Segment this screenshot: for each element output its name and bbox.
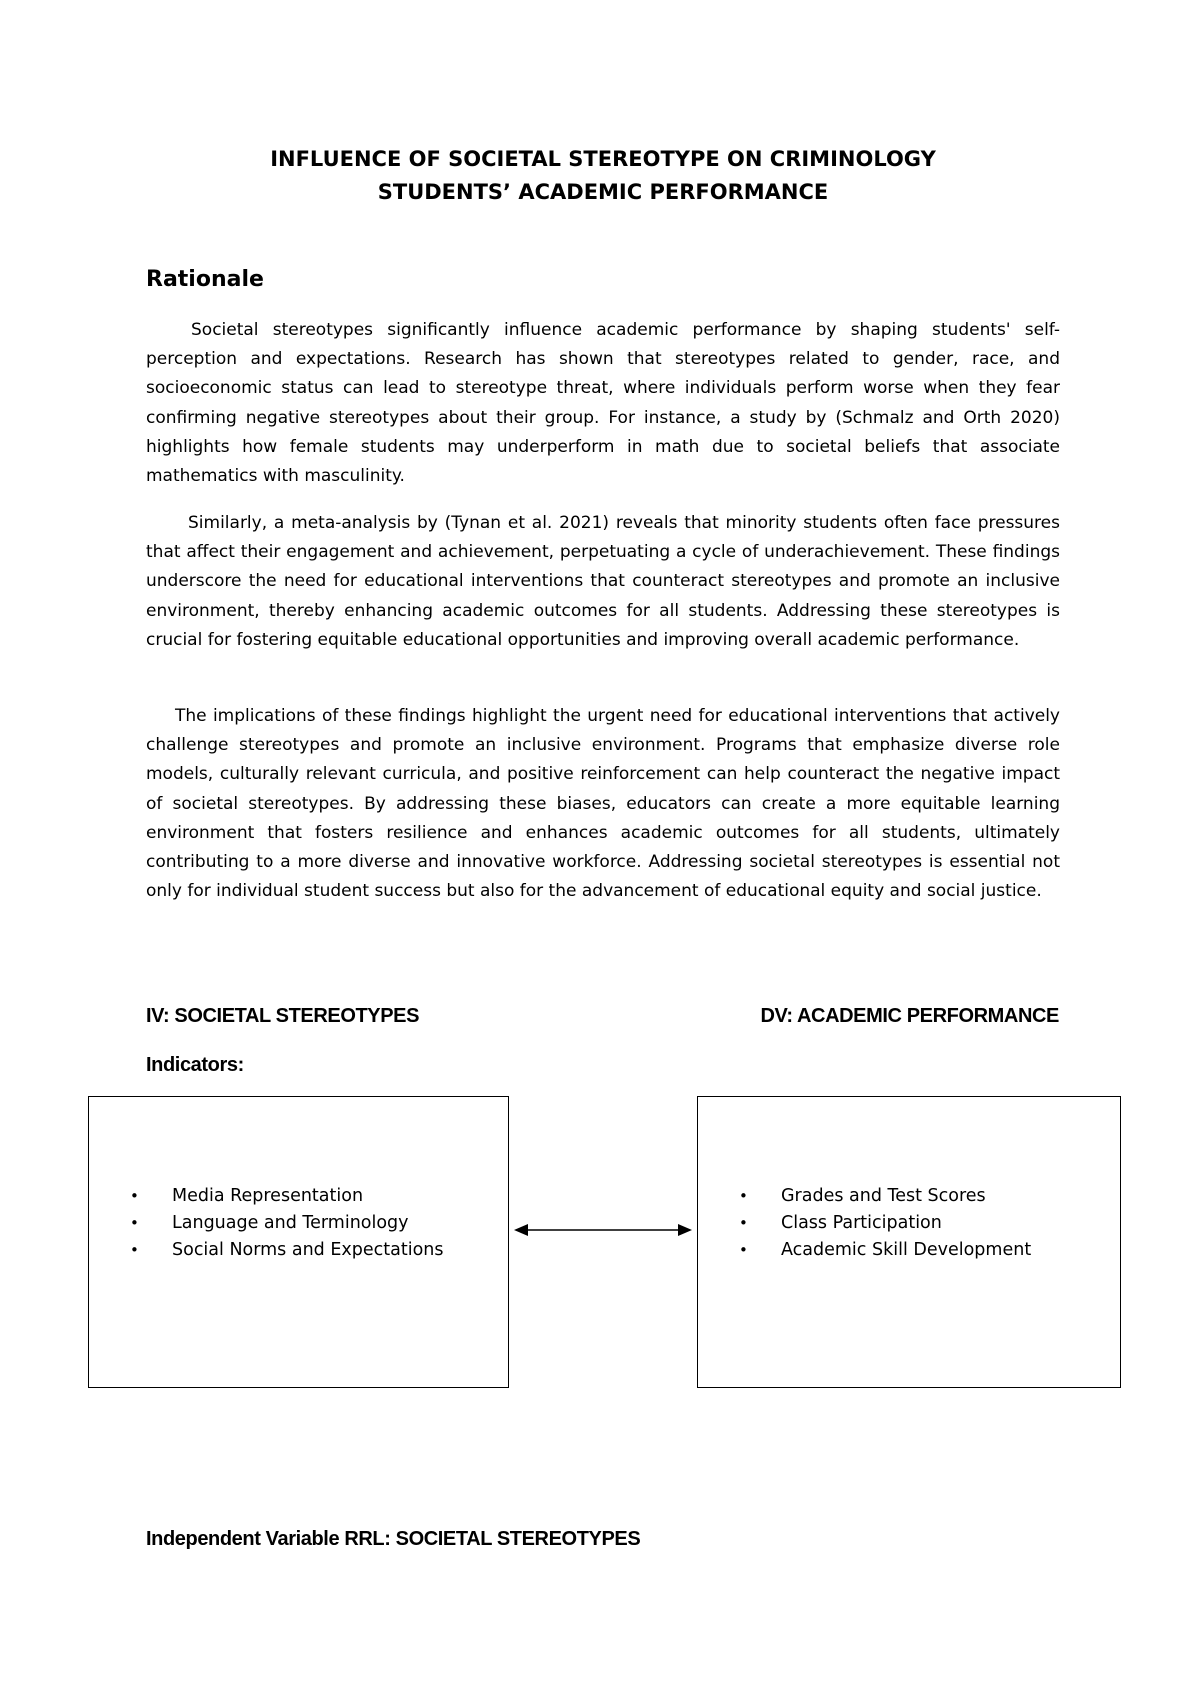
bullet-icon: • (739, 1187, 748, 1205)
indicator-text: Language and Terminology (172, 1213, 409, 1233)
document-title (145, 143, 1061, 209)
list-item (89, 1237, 508, 1264)
indicators-label: Indicators: (146, 1054, 244, 1076)
rationale-paragraph-1: Societal stereotypes significantly influence academic performance by shaping students' self-perception and expectations. Research has shown that stereotypes related to gender, race, and socioeconomic status can lead to stereotype threat, where individuals perform worse when they fear confirming negative stereotypes about their group. For instance, a study by (Schmalz and Orth 2020) highlights how female students may underperform in math due to societal beliefs that associate mathematics with masculinity. (146, 320, 1060, 487)
list-item (698, 1210, 1120, 1237)
section-heading-rationale: Rationale (146, 267, 264, 292)
double-arrow-icon (514, 1220, 692, 1240)
iv-indicator-list (89, 1183, 508, 1264)
title-line-1: INFLUENCE OF SOCIETAL STEREOTYPE ON CRIMINOLOGY (270, 147, 936, 171)
indicator-text: Social Norms and Expectations (172, 1240, 444, 1260)
iv-indicator-box (88, 1096, 509, 1388)
list-item (698, 1237, 1120, 1264)
bullet-icon: • (130, 1241, 139, 1259)
bullet-icon: • (739, 1214, 748, 1232)
list-item (89, 1183, 508, 1210)
rationale-paragraph-3: The implications of these findings highlight the urgent need for educational interventions that actively challenge stereotypes and promote an inclusive environment. Programs that emphasize diverse role models, culturally relevant curricula, and positive reinforcement can help counteract the negative impact of societal stereotypes. By addressing these biases, educators can create a more equitable learning environment that fosters resilience and enhances academic outcomes for all students, ultimately contributing to a more diverse and innovative workforce. Addressing societal stereotypes is essential not only for individual student success but also for the advancement of educational equity and social justice. (146, 706, 1060, 902)
indicator-text: Media Representation (172, 1186, 364, 1206)
list-item (698, 1183, 1120, 1210)
rationale-paragraph-2: Similarly, a meta-analysis by (Tynan et al. 2021) reveals that minority students often face pressures that affect their engagement and achievement, perpetuating a cycle of underachievement. These findings underscore the need for educational interventions that counteract stereotypes and promote an inclusive environment, thereby enhancing academic outcomes for all students. Addressing these stereotypes is crucial for fostering equitable educational opportunities and improving overall academic performance. (146, 513, 1060, 650)
dv-indicator-list (698, 1183, 1120, 1264)
title-line-2: STUDENTS’ ACADEMIC PERFORMANCE (377, 180, 829, 204)
rrl-heading: Independent Variable RRL: SOCIETAL STEREOTYPES (146, 1528, 641, 1550)
dv-indicator-box (697, 1096, 1121, 1388)
list-item (89, 1210, 508, 1237)
dependent-variable-label: DV: ACADEMIC PERFORMANCE (760, 1005, 1059, 1027)
bullet-icon: • (739, 1241, 748, 1259)
independent-variable-label: IV: SOCIETAL STEREOTYPES (146, 1005, 420, 1027)
indicator-text: Grades and Test Scores (781, 1186, 986, 1206)
bullet-icon: • (130, 1214, 139, 1232)
indicator-text: Class Participation (781, 1213, 942, 1233)
indicator-text: Academic Skill Development (781, 1240, 1032, 1260)
bullet-icon: • (130, 1187, 139, 1205)
